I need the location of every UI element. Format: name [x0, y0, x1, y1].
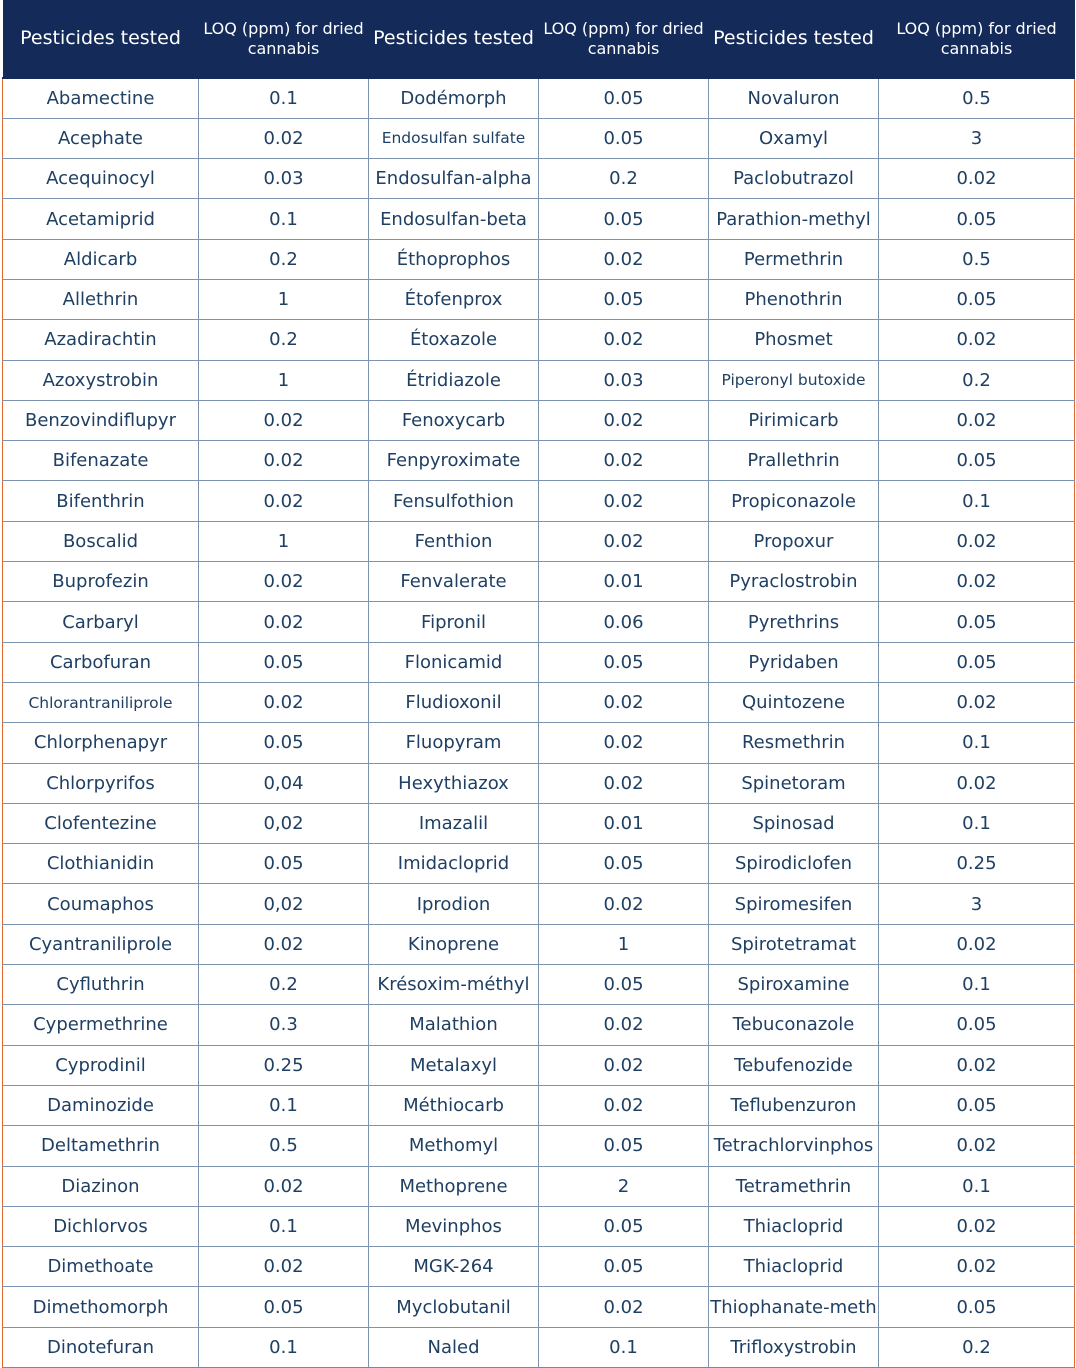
table-row — [3, 642, 1075, 682]
pesticide-name-cell: Prallethrin — [709, 441, 879, 481]
loq-value-cell: 0.5 — [199, 1126, 369, 1166]
pesticide-name-cell: Endosulfan-beta — [369, 199, 539, 239]
loq-value-cell: 0.03 — [199, 159, 369, 199]
loq-value-cell: 0.02 — [879, 1126, 1075, 1166]
pesticide-name-cell: Fipronil — [369, 602, 539, 642]
pesticide-name-cell: Azoxystrobin — [3, 360, 199, 400]
loq-value-cell: 0.02 — [199, 1247, 369, 1287]
pesticide-name-cell: Oxamyl — [709, 118, 879, 158]
loq-value-cell: 0.05 — [539, 78, 709, 118]
loq-value-cell: 0.5 — [879, 239, 1075, 279]
loq-value-cell: 2 — [539, 1166, 709, 1206]
pesticide-name-cell: Methoprene — [369, 1166, 539, 1206]
loq-value-cell: 0.01 — [539, 562, 709, 602]
table-row — [3, 763, 1075, 803]
loq-value-cell: 0.2 — [879, 360, 1075, 400]
loq-value-cell: 0.05 — [199, 1287, 369, 1327]
pesticide-name-cell: Tebuconazole — [709, 1005, 879, 1045]
pesticide-name-cell: Fenvalerate — [369, 562, 539, 602]
loq-value-cell: 0.2 — [879, 1327, 1075, 1367]
pesticide-name-cell: Pirimicarb — [709, 400, 879, 440]
table-row — [3, 1247, 1075, 1287]
pesticide-name-cell: Spirotetramat — [709, 924, 879, 964]
table-row — [3, 118, 1075, 158]
table-row — [3, 682, 1075, 722]
pesticide-name-cell: Fenoxycarb — [369, 400, 539, 440]
pesticide-name-cell: Aldicarb — [3, 239, 199, 279]
table-row — [3, 481, 1075, 521]
pesticide-name-cell: Bifenthrin — [3, 481, 199, 521]
pesticide-name-cell: Pyrethrins — [709, 602, 879, 642]
header-pesticides-tested-1: Pesticides tested — [20, 27, 181, 49]
pesticide-name-cell: Étoxazole — [369, 320, 539, 360]
loq-value-cell: 0.05 — [539, 279, 709, 319]
loq-value-cell: 0.1 — [199, 199, 369, 239]
pesticide-name-cell: Bifenazate — [3, 441, 199, 481]
table-row — [3, 1005, 1075, 1045]
loq-value-cell: 0.1 — [199, 1206, 369, 1246]
pesticide-name-cell: Naled — [369, 1327, 539, 1367]
loq-value-cell: 0.05 — [539, 1206, 709, 1246]
table-row — [3, 521, 1075, 561]
pesticide-name-cell: Diazinon — [3, 1166, 199, 1206]
pesticide-name-cell: Cyfluthrin — [3, 965, 199, 1005]
pesticide-loq-table — [2, 0, 1075, 1368]
pesticide-name-cell: Carbofuran — [3, 642, 199, 682]
loq-value-cell: 0.02 — [879, 562, 1075, 602]
table-row — [3, 1287, 1075, 1327]
table-row — [3, 1085, 1075, 1125]
table-row — [3, 199, 1075, 239]
loq-value-cell: 0.1 — [879, 481, 1075, 521]
pesticide-name-cell: Tetramethrin — [709, 1166, 879, 1206]
loq-value-cell: 0.02 — [879, 924, 1075, 964]
pesticide-name-cell: Cyprodinil — [3, 1045, 199, 1085]
table-row — [3, 360, 1075, 400]
pesticide-name-cell: Chlorphenapyr — [3, 723, 199, 763]
pesticide-name-cell: Krésoxim-méthyl — [369, 965, 539, 1005]
pesticide-name-cell: Imazalil — [369, 803, 539, 843]
pesticide-name-cell: Spiromesifen — [709, 884, 879, 924]
loq-value-cell: 0.02 — [199, 400, 369, 440]
header-loq-1: LOQ (ppm) for dried cannabis — [203, 18, 364, 58]
loq-value-cell: 0.1 — [879, 803, 1075, 843]
pesticide-name-cell: Spiroxamine — [709, 965, 879, 1005]
pesticide-name-cell: Iprodion — [369, 884, 539, 924]
loq-value-cell: 1 — [539, 924, 709, 964]
loq-value-cell: 1 — [199, 521, 369, 561]
pesticide-name-cell: Acetamiprid — [3, 199, 199, 239]
pesticide-name-cell: Méthiocarb — [369, 1085, 539, 1125]
loq-value-cell: 0.3 — [199, 1005, 369, 1045]
header-loq-3: LOQ (ppm) for dried cannabis — [896, 18, 1057, 58]
loq-value-cell: 0.02 — [539, 682, 709, 722]
pesticide-name-cell: Propoxur — [709, 521, 879, 561]
loq-value-cell: 0.2 — [199, 239, 369, 279]
loq-value-cell: 0.06 — [539, 602, 709, 642]
table-row — [3, 844, 1075, 884]
loq-value-cell: 0,04 — [199, 763, 369, 803]
pesticide-name-cell: Étofenprox — [369, 279, 539, 319]
table-row — [3, 400, 1075, 440]
pesticide-name-cell: Tebufenozide — [709, 1045, 879, 1085]
pesticide-name-cell: Abamectine — [3, 78, 199, 118]
table-row — [3, 320, 1075, 360]
loq-value-cell: 0.02 — [879, 763, 1075, 803]
pesticide-name-cell: Étridiazole — [369, 360, 539, 400]
loq-value-cell: 0.05 — [199, 844, 369, 884]
pesticide-name-cell: Dichlorvos — [3, 1206, 199, 1246]
pesticide-name-cell: Fludioxonil — [369, 682, 539, 722]
pesticide-name-cell: Methomyl — [369, 1126, 539, 1166]
pesticide-name-cell: Endosulfan sulfate — [369, 118, 539, 158]
loq-value-cell: 0.02 — [879, 1247, 1075, 1287]
loq-value-cell: 0.25 — [199, 1045, 369, 1085]
loq-value-cell: 0.02 — [539, 763, 709, 803]
table-body — [3, 78, 1075, 1368]
pesticide-name-cell: Teflubenzuron — [709, 1085, 879, 1125]
loq-value-cell: 0.05 — [199, 642, 369, 682]
loq-value-cell: 0.05 — [879, 441, 1075, 481]
loq-value-cell: 3 — [879, 884, 1075, 924]
loq-value-cell: 0.2 — [199, 320, 369, 360]
loq-value-cell: 0.02 — [879, 1045, 1075, 1085]
loq-value-cell: 0.2 — [199, 965, 369, 1005]
pesticide-name-cell: Azadirachtin — [3, 320, 199, 360]
loq-value-cell: 0.1 — [199, 1085, 369, 1125]
loq-value-cell: 0.02 — [879, 159, 1075, 199]
pesticide-name-cell: Dinotefuran — [3, 1327, 199, 1367]
table-row — [3, 602, 1075, 642]
table-row — [3, 1045, 1075, 1085]
pesticide-name-cell: Fensulfothion — [369, 481, 539, 521]
loq-value-cell: 0.1 — [199, 1327, 369, 1367]
header-pesticides-tested-2: Pesticides tested — [373, 27, 534, 49]
loq-value-cell: 0.05 — [879, 1287, 1075, 1327]
loq-value-cell: 0.1 — [879, 1166, 1075, 1206]
loq-value-cell: 0.02 — [539, 239, 709, 279]
loq-value-cell: 0.02 — [879, 320, 1075, 360]
pesticide-name-cell: Endosulfan-alpha — [369, 159, 539, 199]
pesticide-name-cell: Myclobutanil — [369, 1287, 539, 1327]
header-row — [3, 0, 1075, 78]
pesticide-name-cell: Permethrin — [709, 239, 879, 279]
pesticide-name-cell: MGK-264 — [369, 1247, 539, 1287]
loq-value-cell: 0.02 — [199, 441, 369, 481]
pesticide-name-cell: Allethrin — [3, 279, 199, 319]
pesticide-name-cell: Pyridaben — [709, 642, 879, 682]
loq-value-cell: 1 — [199, 360, 369, 400]
pesticide-name-cell: Pyraclostrobin — [709, 562, 879, 602]
loq-value-cell: 0.02 — [539, 1005, 709, 1045]
loq-value-cell: 0.02 — [539, 884, 709, 924]
pesticide-name-cell: Mevinphos — [369, 1206, 539, 1246]
pesticide-name-cell: Benzovindiflupyr — [3, 400, 199, 440]
loq-value-cell: 0,02 — [199, 803, 369, 843]
pesticide-name-cell: Tetrachlorvinphos — [709, 1126, 879, 1166]
pesticide-name-cell: Fenpyroximate — [369, 441, 539, 481]
loq-value-cell: 1 — [199, 279, 369, 319]
loq-value-cell: 0.05 — [539, 1247, 709, 1287]
pesticide-name-cell: Spinetoram — [709, 763, 879, 803]
pesticide-name-cell: Piperonyl butoxide — [709, 360, 879, 400]
pesticide-name-cell: Spirodiclofen — [709, 844, 879, 884]
loq-value-cell: 0.25 — [879, 844, 1075, 884]
table-row — [3, 78, 1075, 118]
table-row — [3, 1206, 1075, 1246]
pesticide-name-cell: Clothianidin — [3, 844, 199, 884]
loq-value-cell: 0.05 — [879, 1005, 1075, 1045]
pesticide-name-cell: Resmethrin — [709, 723, 879, 763]
table-header — [3, 0, 1075, 78]
pesticide-name-cell: Clofentezine — [3, 803, 199, 843]
loq-value-cell: 0.02 — [199, 118, 369, 158]
loq-value-cell: 0.02 — [539, 1287, 709, 1327]
pesticide-name-cell: Chlorpyrifos — [3, 763, 199, 803]
loq-value-cell: 0.05 — [539, 199, 709, 239]
pesticide-name-cell: Daminozide — [3, 1085, 199, 1125]
loq-value-cell: 0.02 — [539, 521, 709, 561]
table-row — [3, 159, 1075, 199]
loq-value-cell: 0.03 — [539, 360, 709, 400]
loq-value-cell: 0.05 — [539, 642, 709, 682]
pesticide-name-cell: Propiconazole — [709, 481, 879, 521]
pesticide-name-cell: Deltamethrin — [3, 1126, 199, 1166]
table-row — [3, 723, 1075, 763]
pesticide-name-cell: Dimethomorph — [3, 1287, 199, 1327]
pesticide-name-cell: Spinosad — [709, 803, 879, 843]
loq-value-cell: 0.02 — [539, 320, 709, 360]
loq-value-cell: 0.02 — [879, 521, 1075, 561]
pesticide-name-cell: Thiacloprid — [709, 1247, 879, 1287]
loq-value-cell: 0.05 — [539, 844, 709, 884]
pesticide-name-cell: Chlorantraniliprole — [3, 682, 199, 722]
pesticide-name-cell: Carbaryl — [3, 602, 199, 642]
loq-value-cell: 0.02 — [539, 400, 709, 440]
pesticide-name-cell: Metalaxyl — [369, 1045, 539, 1085]
pesticide-name-cell: Coumaphos — [3, 884, 199, 924]
loq-value-cell: 0.02 — [539, 441, 709, 481]
loq-value-cell: 0.02 — [199, 682, 369, 722]
pesticide-name-cell: Éthoprophos — [369, 239, 539, 279]
loq-value-cell: 0.02 — [199, 924, 369, 964]
pesticide-name-cell: Buprofezin — [3, 562, 199, 602]
pesticide-name-cell: Phosmet — [709, 320, 879, 360]
pesticide-name-cell: Cypermethrine — [3, 1005, 199, 1045]
table-row — [3, 562, 1075, 602]
loq-value-cell: 0.1 — [879, 723, 1075, 763]
pesticide-name-cell: Dimethoate — [3, 1247, 199, 1287]
table-row — [3, 924, 1075, 964]
table-row — [3, 1166, 1075, 1206]
loq-value-cell: 0.05 — [879, 199, 1075, 239]
pesticide-name-cell: Parathion-methyl — [709, 199, 879, 239]
table-row — [3, 441, 1075, 481]
loq-value-cell: 0.05 — [539, 1126, 709, 1166]
loq-value-cell: 0.05 — [199, 723, 369, 763]
loq-value-cell: 3 — [879, 118, 1075, 158]
loq-value-cell: 0.5 — [879, 78, 1075, 118]
pesticide-name-cell: Paclobutrazol — [709, 159, 879, 199]
pesticide-name-cell: Fenthion — [369, 521, 539, 561]
pesticide-name-cell: Acephate — [3, 118, 199, 158]
pesticide-name-cell: Acequinocyl — [3, 159, 199, 199]
loq-value-cell: 0.02 — [199, 602, 369, 642]
pesticide-name-cell: Boscalid — [3, 521, 199, 561]
pesticide-name-cell: Phenothrin — [709, 279, 879, 319]
loq-value-cell: 0.02 — [199, 481, 369, 521]
table-row — [3, 803, 1075, 843]
loq-value-cell: 0.02 — [879, 400, 1075, 440]
pesticide-name-cell: Trifloxystrobin — [709, 1327, 879, 1367]
loq-value-cell: 0.02 — [539, 481, 709, 521]
loq-value-cell: 0.02 — [199, 1166, 369, 1206]
loq-value-cell: 0.05 — [879, 642, 1075, 682]
pesticide-name-cell: Imidacloprid — [369, 844, 539, 884]
loq-value-cell: 0.02 — [539, 1085, 709, 1125]
pesticide-name-cell: Malathion — [369, 1005, 539, 1045]
table-row — [3, 1327, 1075, 1367]
loq-value-cell: 0.05 — [879, 602, 1075, 642]
header-loq-2: LOQ (ppm) for dried cannabis — [543, 18, 704, 58]
loq-value-cell: 0.02 — [879, 682, 1075, 722]
loq-value-cell: 0.1 — [199, 78, 369, 118]
loq-value-cell: 0.1 — [539, 1327, 709, 1367]
table-row — [3, 965, 1075, 1005]
pesticide-name-cell: Dodémorph — [369, 78, 539, 118]
loq-value-cell: 0.02 — [539, 1045, 709, 1085]
pesticide-name-cell: Hexythiazox — [369, 763, 539, 803]
pesticide-name-cell: Thiophanate-meth — [709, 1287, 879, 1327]
pesticide-name-cell: Quintozene — [709, 682, 879, 722]
pesticide-name-cell: Novaluron — [709, 78, 879, 118]
pesticide-name-cell: Flonicamid — [369, 642, 539, 682]
table-row — [3, 884, 1075, 924]
pesticide-name-cell: Thiacloprid — [709, 1206, 879, 1246]
table-row — [3, 279, 1075, 319]
loq-value-cell: 0.05 — [879, 1085, 1075, 1125]
loq-value-cell: 0.02 — [199, 562, 369, 602]
pesticide-name-cell: Fluopyram — [369, 723, 539, 763]
loq-value-cell: 0.02 — [879, 1206, 1075, 1246]
loq-value-cell: 0.05 — [539, 965, 709, 1005]
header-pesticides-tested-3: Pesticides tested — [713, 27, 874, 49]
loq-value-cell: 0.01 — [539, 803, 709, 843]
pesticide-name-cell: Cyantraniliprole — [3, 924, 199, 964]
table-row — [3, 239, 1075, 279]
loq-value-cell: 0.05 — [879, 279, 1075, 319]
pesticide-name-cell: Kinoprene — [369, 924, 539, 964]
loq-value-cell: 0.05 — [539, 118, 709, 158]
loq-value-cell: 0.2 — [539, 159, 709, 199]
loq-value-cell: 0.02 — [539, 723, 709, 763]
loq-value-cell: 0.1 — [879, 965, 1075, 1005]
loq-value-cell: 0,02 — [199, 884, 369, 924]
table-row — [3, 1126, 1075, 1166]
